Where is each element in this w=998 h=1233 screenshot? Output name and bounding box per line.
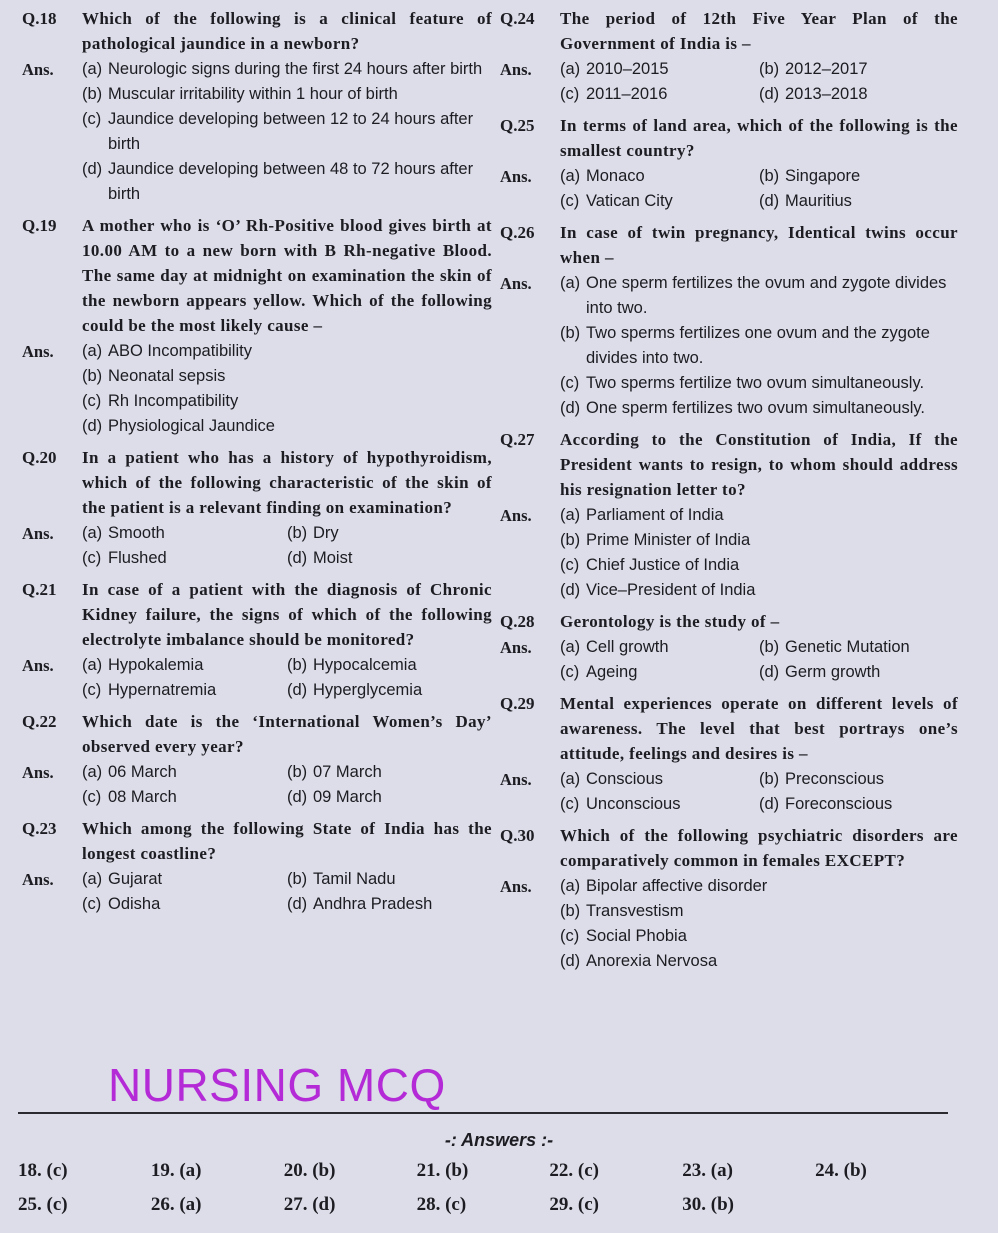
question-row: [22, 6, 492, 56]
option-letter: (a): [82, 342, 103, 360]
question-row: [500, 6, 958, 56]
question-block: [22, 709, 492, 810]
ans-label: Ans.: [500, 60, 532, 79]
question-block: [500, 6, 958, 107]
option: [287, 892, 492, 917]
option-letter: (c): [82, 549, 102, 567]
right-column: [500, 6, 958, 980]
option: [82, 414, 492, 439]
option: [82, 57, 492, 82]
question-text: Which of the following psychiatric disorders are comparatively common in females EXCEPT?: [560, 826, 958, 870]
option-letter: (b): [759, 638, 780, 656]
answer-options: [500, 503, 958, 603]
question-text: The period of 12th Five Year Plan of the Government of India is –: [560, 9, 958, 53]
answer-options: [22, 653, 492, 703]
ans-label: Ans.: [22, 524, 54, 543]
option: [82, 892, 287, 917]
question-number: Q.26: [500, 223, 535, 242]
answer-key-item: 20. (b): [283, 1160, 336, 1181]
answer-options: [500, 164, 958, 214]
option-text: Jaundice developing between 12 to 24 hours after birth: [108, 110, 474, 153]
option-text: Bipolar affective disorder: [586, 877, 768, 895]
option: [82, 678, 287, 703]
option: [560, 792, 759, 817]
ans-label: Ans.: [22, 656, 54, 675]
answer-options: [500, 635, 958, 685]
option: [82, 521, 287, 546]
answer-key-item: 23. (a): [682, 1160, 733, 1181]
option-letter: (c): [560, 927, 580, 945]
option: [759, 792, 958, 817]
option: [287, 521, 492, 546]
option-text: Hypokalemia: [108, 656, 204, 674]
answer-options: [500, 874, 958, 974]
option-letter: (d): [759, 795, 780, 813]
option-text: Singapore: [785, 167, 861, 185]
option: [82, 339, 492, 364]
ans-label: Ans.: [500, 770, 532, 789]
option: [287, 653, 492, 678]
options-list: [82, 760, 492, 810]
option-text: Moist: [313, 549, 353, 567]
question-number: Q.25: [500, 116, 535, 135]
answer-key-item: 25. (c): [18, 1194, 68, 1215]
options-list: [82, 521, 492, 571]
answer-options: [22, 760, 492, 810]
answer-key-item: 24. (b): [815, 1160, 867, 1181]
question-row: [22, 816, 492, 866]
question-text: A mother who is ‘O’ Rh-Positive blood gives birth at 10.00 AM to a new born with B Rh-negative Blood. The same day at midnight on examination the skin of the newborn appears yellow. Which of the following could be the most likely cause –: [82, 216, 492, 335]
option-text: Hypocalcemia: [313, 656, 417, 674]
options-list: [82, 57, 492, 207]
option-letter: (d): [759, 85, 780, 103]
option-letter: (a): [82, 656, 103, 674]
option-letter: (a): [560, 770, 581, 788]
option: [287, 546, 492, 571]
option: [82, 107, 492, 157]
option: [759, 82, 958, 107]
option-text: Cell growth: [586, 638, 669, 656]
question-block: [500, 220, 958, 421]
option-text: 09 March: [313, 788, 382, 806]
question-text: In case of twin pregnancy, Identical twins occur when –: [560, 223, 958, 267]
option-letter: (a): [560, 638, 581, 656]
option-letter: (d): [287, 788, 308, 806]
ans-label: Ans.: [500, 167, 532, 186]
option-letter: (a): [560, 506, 581, 524]
answer-key-item: 28. (c): [416, 1194, 467, 1215]
options-list: [560, 767, 958, 817]
option-text: Flushed: [108, 549, 167, 567]
option: [560, 578, 958, 603]
option-text: Unconscious: [586, 795, 681, 813]
option-letter: (d): [82, 160, 103, 178]
option-text: 2013–2018: [785, 85, 868, 103]
option: [82, 546, 287, 571]
question-block: [22, 445, 492, 571]
answer-options: [500, 271, 958, 421]
question-row: [22, 445, 492, 520]
option: [560, 949, 958, 974]
options-list: [82, 339, 492, 439]
option-text: Monaco: [586, 167, 645, 185]
option-letter: (b): [287, 870, 308, 888]
option-letter: (a): [560, 60, 581, 78]
question-text: According to the Constitution of India, If the President wants to resign, to whom should address his resignation letter to?: [560, 430, 958, 499]
ans-label: Ans.: [500, 877, 532, 896]
option-text: One sperm fertilizes the ovum and zygote divides into two.: [586, 274, 947, 317]
answer-key-item: [815, 1194, 948, 1216]
options-list: [82, 867, 492, 917]
option-text: Foreconscious: [785, 795, 893, 813]
option-text: Muscular irritability within 1 hour of birth: [108, 85, 398, 103]
option-letter: (d): [287, 681, 308, 699]
option: [82, 389, 492, 414]
option: [560, 660, 759, 685]
option: [560, 164, 759, 189]
question-block: [500, 113, 958, 214]
option-text: Rh Incompatibility: [108, 392, 239, 410]
option: [560, 321, 958, 371]
option-letter: (d): [287, 549, 308, 567]
option-letter: (c): [560, 795, 580, 813]
option-letter: (b): [287, 763, 308, 781]
option-text: Ageing: [586, 663, 638, 681]
answer-key-item: 27. (d): [283, 1194, 336, 1215]
option-text: Physiological Jaundice: [108, 417, 275, 435]
option: [759, 164, 958, 189]
question-number: Q.29: [500, 694, 535, 713]
option-letter: (a): [82, 870, 103, 888]
option: [82, 785, 287, 810]
option: [560, 874, 958, 899]
question-number: Q.30: [500, 826, 535, 845]
question-block: [500, 609, 958, 685]
question-row: [500, 427, 958, 502]
options-list: [82, 653, 492, 703]
ans-label: Ans.: [22, 763, 54, 782]
options-list: [560, 271, 958, 421]
option-text: Chief Justice of India: [586, 556, 740, 574]
option-letter: (d): [287, 895, 308, 913]
option: [759, 660, 958, 685]
answer-key-item: 18. (c): [18, 1160, 68, 1181]
option-text: Anorexia Nervosa: [586, 952, 718, 970]
question-number: Q.28: [500, 612, 535, 631]
option-letter: (a): [560, 877, 581, 895]
option-letter: (a): [82, 60, 103, 78]
option-letter: (a): [82, 524, 103, 542]
question-row: [500, 823, 958, 873]
option-text: Transvestism: [586, 902, 684, 920]
answer-key-item: 30. (b): [682, 1194, 735, 1215]
option-text: 08 March: [108, 788, 177, 806]
option-letter: (c): [82, 681, 102, 699]
option-letter: (b): [560, 531, 581, 549]
option: [759, 767, 958, 792]
left-column: [22, 6, 492, 923]
answer-options: [500, 767, 958, 817]
question-number: Q.22: [22, 712, 57, 731]
answer-options: [22, 521, 492, 571]
answer-key-item: 22. (c): [549, 1160, 600, 1181]
option: [82, 364, 492, 389]
question-number: Q.24: [500, 9, 535, 28]
option-text: Social Phobia: [586, 927, 687, 945]
question-block: [22, 213, 492, 439]
divider: [18, 1112, 948, 1114]
option-text: Two sperms fertilize two ovum simultaneously.: [586, 374, 925, 392]
option-letter: (c): [82, 392, 102, 410]
option: [560, 553, 958, 578]
ans-label: Ans.: [22, 60, 54, 79]
option: [560, 635, 759, 660]
option-letter: (d): [82, 417, 103, 435]
question-block: [22, 6, 492, 207]
option-letter: (b): [287, 524, 308, 542]
question-number: Q.18: [22, 9, 57, 28]
options-list: [560, 635, 958, 685]
question-row: [500, 220, 958, 270]
answer-options: [22, 339, 492, 439]
option-letter: (c): [560, 556, 580, 574]
question-block: [500, 427, 958, 603]
option-letter: (b): [759, 167, 780, 185]
answer-options: [22, 57, 492, 207]
option-text: One sperm fertilizes two ovum simultaneously.: [586, 399, 925, 417]
question-number: Q.20: [22, 448, 57, 467]
option-text: Dry: [313, 524, 339, 542]
answer-key-item: 21. (b): [416, 1160, 469, 1181]
option-text: Prime Minister of India: [586, 531, 751, 549]
option: [560, 899, 958, 924]
answer-options: [22, 867, 492, 917]
question-number: Q.21: [22, 580, 57, 599]
question-row: [22, 213, 492, 338]
question-text: Which date is the ‘International Women’s Day’ observed every year?: [82, 712, 492, 756]
option-letter: (c): [560, 374, 580, 392]
question-block: [500, 691, 958, 817]
option-letter: (b): [759, 770, 780, 788]
option: [287, 785, 492, 810]
options-list: [560, 874, 958, 974]
option: [560, 271, 958, 321]
option-text: Vice–President of India: [586, 581, 756, 599]
option-text: 06 March: [108, 763, 177, 781]
question-row: [500, 691, 958, 766]
option-letter: (c): [82, 788, 102, 806]
option-text: 2012–2017: [785, 60, 868, 78]
option-text: 2010–2015: [586, 60, 669, 78]
answer-key-item: 19. (a): [150, 1160, 202, 1181]
option: [560, 57, 759, 82]
option-text: Odisha: [108, 895, 161, 913]
option: [560, 371, 958, 396]
option: [82, 867, 287, 892]
answer-key-item: 29. (c): [549, 1194, 600, 1215]
option: [759, 189, 958, 214]
question-number: Q.27: [500, 430, 535, 449]
option-letter: (b): [82, 85, 103, 103]
option: [560, 396, 958, 421]
option: [759, 57, 958, 82]
option-text: Genetic Mutation: [785, 638, 910, 656]
options-list: [560, 164, 958, 214]
option-letter: (d): [560, 399, 581, 417]
option: [82, 82, 492, 107]
option: [560, 503, 958, 528]
option-letter: (d): [759, 192, 780, 210]
option-text: Two sperms fertilizes one ovum and the zygote divides into two.: [586, 324, 930, 367]
answers-title: -: Answers :-: [444, 1130, 554, 1150]
answer-key-item: 26. (a): [150, 1194, 202, 1215]
option: [82, 653, 287, 678]
option-letter: (c): [82, 110, 102, 128]
option-letter: (a): [82, 763, 103, 781]
option-text: Mauritius: [785, 192, 852, 210]
question-text: Gerontology is the study of –: [560, 612, 780, 631]
option-letter: (c): [560, 85, 580, 103]
option-text: Hypernatremia: [108, 681, 217, 699]
option-text: Neonatal sepsis: [108, 367, 226, 385]
answer-key-row-2: [18, 1194, 948, 1216]
options-list: [560, 57, 958, 107]
option: [560, 767, 759, 792]
option: [560, 924, 958, 949]
ans-label: Ans.: [500, 506, 532, 525]
option-text: Hyperglycemia: [313, 681, 423, 699]
ans-label: Ans.: [500, 638, 532, 657]
option-text: Germ growth: [785, 663, 881, 681]
option: [759, 635, 958, 660]
question-number: Q.19: [22, 216, 57, 235]
question-text: Which among the following State of India has the longest coastline?: [82, 819, 492, 863]
option-letter: (b): [560, 902, 581, 920]
option-letter: (c): [82, 895, 102, 913]
options-list: [560, 503, 958, 603]
answer-key-row-1: [18, 1160, 948, 1182]
question-row: [500, 609, 958, 634]
option-text: Vatican City: [586, 192, 673, 210]
question-text: In terms of land area, which of the following is the smallest country?: [560, 116, 958, 160]
option: [82, 760, 287, 785]
option-text: Parliament of India: [586, 506, 724, 524]
option-letter: (b): [560, 324, 581, 342]
option: [82, 157, 492, 207]
option-text: ABO Incompatibility: [108, 342, 252, 360]
question-text: Mental experiences operate on different levels of awareness. The level that best portrays one’s attitude, feelings and desires is –: [560, 694, 958, 763]
option-text: 2011–2016: [586, 85, 668, 103]
option-letter: (a): [560, 167, 581, 185]
question-text: In case of a patient with the diagnosis of Chronic Kidney failure, the signs of which of the following electrolyte imbalance should be monitored?: [82, 580, 492, 649]
option-text: Smooth: [108, 524, 165, 542]
option-letter: (d): [560, 952, 581, 970]
option-text: Neurologic signs during the first 24 hours after birth: [108, 60, 483, 78]
option-text: Conscious: [586, 770, 664, 788]
option-letter: (b): [759, 60, 780, 78]
ans-label: Ans.: [500, 274, 532, 293]
option-letter: (b): [287, 656, 308, 674]
question-text: Which of the following is a clinical feature of pathological jaundice in a newborn?: [82, 9, 492, 53]
brand-watermark: NURSING MCQ: [108, 1059, 446, 1111]
option: [287, 678, 492, 703]
option-letter: (c): [560, 192, 580, 210]
option-letter: (a): [560, 274, 581, 292]
option-text: 07 March: [313, 763, 382, 781]
option-text: Tamil Nadu: [313, 870, 396, 888]
question-block: [22, 577, 492, 703]
question-row: [500, 113, 958, 163]
question-block: [22, 816, 492, 917]
question-block: [500, 823, 958, 974]
option-text: Andhra Pradesh: [313, 895, 433, 913]
option: [560, 189, 759, 214]
option: [560, 528, 958, 553]
option: [287, 867, 492, 892]
question-text: In a patient who has a history of hypothyroidism, which of the following characteristic of the skin of the patient is a relevant finding on examination?: [82, 448, 492, 517]
option-letter: (d): [560, 581, 581, 599]
option: [560, 82, 759, 107]
question-number: Q.23: [22, 819, 57, 838]
ans-label: Ans.: [22, 870, 54, 889]
option-text: Preconscious: [785, 770, 885, 788]
answer-options: [500, 57, 958, 107]
option-text: Gujarat: [108, 870, 163, 888]
option-letter: (d): [759, 663, 780, 681]
question-row: [22, 709, 492, 759]
option-text: Jaundice developing between 48 to 72 hours after birth: [108, 160, 474, 203]
ans-label: Ans.: [22, 342, 54, 361]
option-letter: (b): [82, 367, 103, 385]
option-letter: (c): [560, 663, 580, 681]
question-row: [22, 577, 492, 652]
option: [287, 760, 492, 785]
